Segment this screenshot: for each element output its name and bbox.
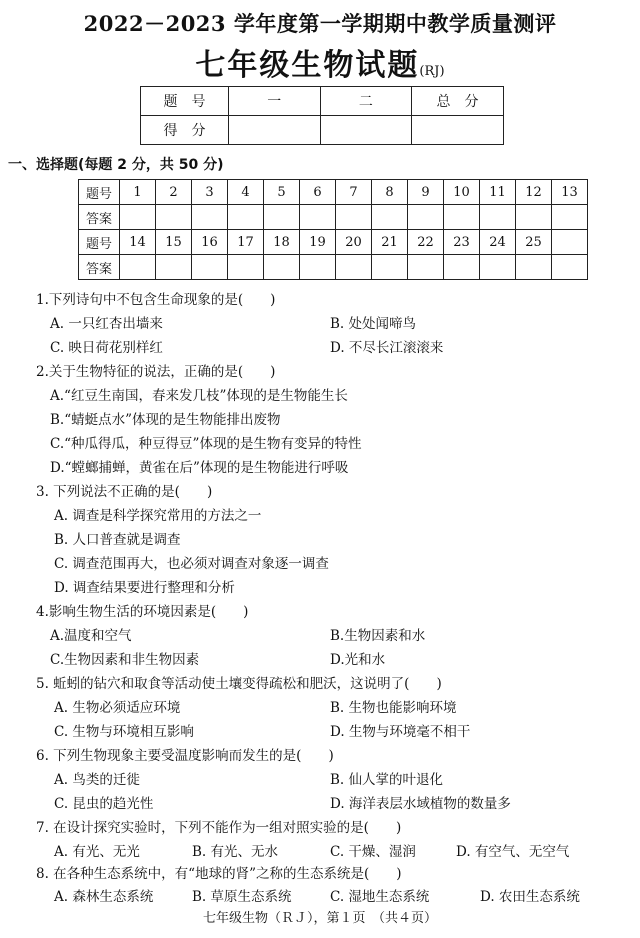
question-number: 7 bbox=[336, 180, 372, 205]
score-cell[interactable] bbox=[228, 116, 320, 145]
answer-cell[interactable] bbox=[228, 205, 264, 230]
option-c: C. 映日荷花别样红 bbox=[50, 340, 163, 356]
answer-cell[interactable] bbox=[336, 255, 372, 280]
option-d: D. 海洋表层水域植物的数量多 bbox=[330, 796, 511, 812]
answer-cell[interactable] bbox=[444, 205, 480, 230]
answer-cell[interactable] bbox=[192, 205, 228, 230]
question-number bbox=[552, 230, 588, 255]
section-heading: 一、选择题(每题 2 分，共 50 分) bbox=[8, 157, 224, 173]
option-b: B.“蜻蜓点水”体现的是生物能排出废物 bbox=[50, 412, 281, 428]
question-stem: 2.关于生物特征的说法，正确的是( ) bbox=[36, 364, 276, 380]
question-number: 25 bbox=[516, 230, 552, 255]
answer-cell[interactable] bbox=[552, 205, 588, 230]
question-number: 15 bbox=[156, 230, 192, 255]
option-c: C. 干燥、湿润 bbox=[330, 844, 416, 860]
question-number-row bbox=[79, 180, 588, 205]
option-d: D. 不尽长江滚滚来 bbox=[330, 340, 444, 356]
question-stem: 3. 下列说法不正确的是( ) bbox=[36, 484, 213, 500]
option-b: B. 有光、无水 bbox=[192, 844, 279, 860]
option-a: A. 调查是科学探究常用的方法之一 bbox=[54, 508, 262, 524]
answer-cell[interactable] bbox=[480, 255, 516, 280]
score-header-cell: 总 分 bbox=[412, 87, 504, 116]
option-c: C. 生物与环境相互影响 bbox=[54, 724, 194, 740]
edition-label: (RJ) bbox=[419, 64, 445, 79]
question-number-row bbox=[79, 230, 588, 255]
question-number: 1 bbox=[120, 180, 156, 205]
option-a: A.温度和空气 bbox=[50, 628, 132, 644]
question-stem: 7. 在设计探究实验时，下列不能作为一组对照实验的是( ) bbox=[36, 820, 402, 836]
answer-cell[interactable] bbox=[336, 205, 372, 230]
question-number: 17 bbox=[228, 230, 264, 255]
answer-cell[interactable] bbox=[300, 205, 336, 230]
question-number: 24 bbox=[480, 230, 516, 255]
answer-cell[interactable] bbox=[480, 205, 516, 230]
row-label: 题号 bbox=[79, 230, 120, 255]
score-header-cell: 一 bbox=[228, 87, 320, 116]
answer-cell[interactable] bbox=[120, 255, 156, 280]
score-cell[interactable] bbox=[320, 116, 412, 145]
answer-cell[interactable] bbox=[192, 255, 228, 280]
option-d: D.“螳螂捕蝉，黄雀在后”体现的是生物能进行呼吸 bbox=[50, 460, 349, 476]
score-header-cell: 二 bbox=[320, 87, 412, 116]
option-b: B. 生物也能影响环境 bbox=[330, 700, 457, 716]
option-b: B. 人口普查就是调查 bbox=[54, 532, 181, 548]
question-number: 13 bbox=[552, 180, 588, 205]
option-a: A. 鸟类的迁徙 bbox=[54, 772, 140, 788]
option-c: C.生物因素和非生物因素 bbox=[50, 652, 200, 668]
option-a: A. 森林生态系统 bbox=[54, 889, 154, 905]
answer-cell[interactable] bbox=[156, 255, 192, 280]
question-number: 8 bbox=[372, 180, 408, 205]
question-stem: 8. 在各种生态系统中，有“地球的肾”之称的生态系统是( ) bbox=[36, 866, 402, 882]
question-number: 14 bbox=[120, 230, 156, 255]
option-b: B.生物因素和水 bbox=[330, 628, 426, 644]
question-number: 5 bbox=[264, 180, 300, 205]
question-number: 21 bbox=[372, 230, 408, 255]
answer-cell[interactable] bbox=[372, 255, 408, 280]
score-row-label: 得 分 bbox=[141, 116, 229, 145]
option-b: B. 处处闻啼鸟 bbox=[330, 316, 417, 332]
answer-cell[interactable] bbox=[300, 255, 336, 280]
option-a: A. 一只红杏出墙来 bbox=[50, 316, 163, 332]
question-number: 6 bbox=[300, 180, 336, 205]
question-stem: 4.影响生物生活的环境因素是( ) bbox=[36, 604, 249, 620]
question-number: 11 bbox=[480, 180, 516, 205]
question-number: 22 bbox=[408, 230, 444, 255]
question-number: 18 bbox=[264, 230, 300, 255]
question-stem: 1.下列诗句中不包含生命现象的是( ) bbox=[36, 292, 276, 308]
question-number: 20 bbox=[336, 230, 372, 255]
answer-cell[interactable] bbox=[444, 255, 480, 280]
option-c: C. 昆虫的趋光性 bbox=[54, 796, 154, 812]
answer-row bbox=[79, 205, 588, 230]
option-a: A. 有光、无光 bbox=[54, 844, 140, 860]
option-d: D. 有空气、无空气 bbox=[456, 844, 570, 860]
subtitle-main: 七年级生物试题 bbox=[195, 48, 420, 83]
row-label: 答案 bbox=[79, 255, 120, 280]
row-label: 题号 bbox=[79, 180, 120, 205]
score-header-cell: 题 号 bbox=[141, 87, 229, 116]
option-c: C. 湿地生态系统 bbox=[330, 889, 430, 905]
option-d: D. 生物与环境毫不相干 bbox=[330, 724, 471, 740]
question-number: 2 bbox=[156, 180, 192, 205]
option-d: D.光和水 bbox=[330, 652, 386, 668]
answer-cell[interactable] bbox=[516, 255, 552, 280]
answer-cell[interactable] bbox=[228, 255, 264, 280]
answer-cell[interactable] bbox=[120, 205, 156, 230]
option-c: C.“种瓜得瓜，种豆得豆”体现的是生物有变异的特性 bbox=[50, 436, 362, 452]
question-number: 16 bbox=[192, 230, 228, 255]
question-number: 23 bbox=[444, 230, 480, 255]
answer-row bbox=[79, 255, 588, 280]
option-b: B. 草原生态系统 bbox=[192, 889, 292, 905]
option-b: B. 仙人掌的叶退化 bbox=[330, 772, 444, 788]
answer-cell[interactable] bbox=[552, 255, 588, 280]
question-stem: 5. 蚯蚓的钻穴和取食等活动使土壤变得疏松和肥沃，这说明了( ) bbox=[36, 676, 442, 692]
option-c: C. 调查范围再大，也必须对调查对象逐一调查 bbox=[54, 556, 329, 572]
question-number: 10 bbox=[444, 180, 480, 205]
answer-cell[interactable] bbox=[264, 255, 300, 280]
exam-subtitle bbox=[0, 40, 640, 84]
question-number: 12 bbox=[516, 180, 552, 205]
answer-cell[interactable] bbox=[264, 205, 300, 230]
answer-cell[interactable] bbox=[372, 205, 408, 230]
answer-cell[interactable] bbox=[408, 255, 444, 280]
answer-table bbox=[78, 179, 588, 280]
answer-cell[interactable] bbox=[408, 205, 444, 230]
answer-cell[interactable] bbox=[156, 205, 192, 230]
question-number: 3 bbox=[192, 180, 228, 205]
option-a: A. 生物必须适应环境 bbox=[54, 700, 181, 716]
exam-title: 2022－2023 学年度第一学期期中教学质量测评 bbox=[83, 11, 557, 36]
page-footer: 七年级生物（ＲＪ），第１页 （共４页） bbox=[202, 911, 437, 926]
option-d: D. 调查结果要进行整理和分析 bbox=[54, 580, 235, 596]
score-table bbox=[140, 86, 504, 145]
answer-cell[interactable] bbox=[516, 205, 552, 230]
question-number: 19 bbox=[300, 230, 336, 255]
option-a: A.“红豆生南国，春来发几枝”体现的是生物能生长 bbox=[50, 388, 348, 404]
question-number: 9 bbox=[408, 180, 444, 205]
question-number: 4 bbox=[228, 180, 264, 205]
question-stem: 6. 下列生物现象主要受温度影响而发生的是( ) bbox=[36, 748, 334, 764]
score-cell[interactable] bbox=[412, 116, 504, 145]
option-d: D. 农田生态系统 bbox=[480, 889, 580, 905]
row-label: 答案 bbox=[79, 205, 120, 230]
